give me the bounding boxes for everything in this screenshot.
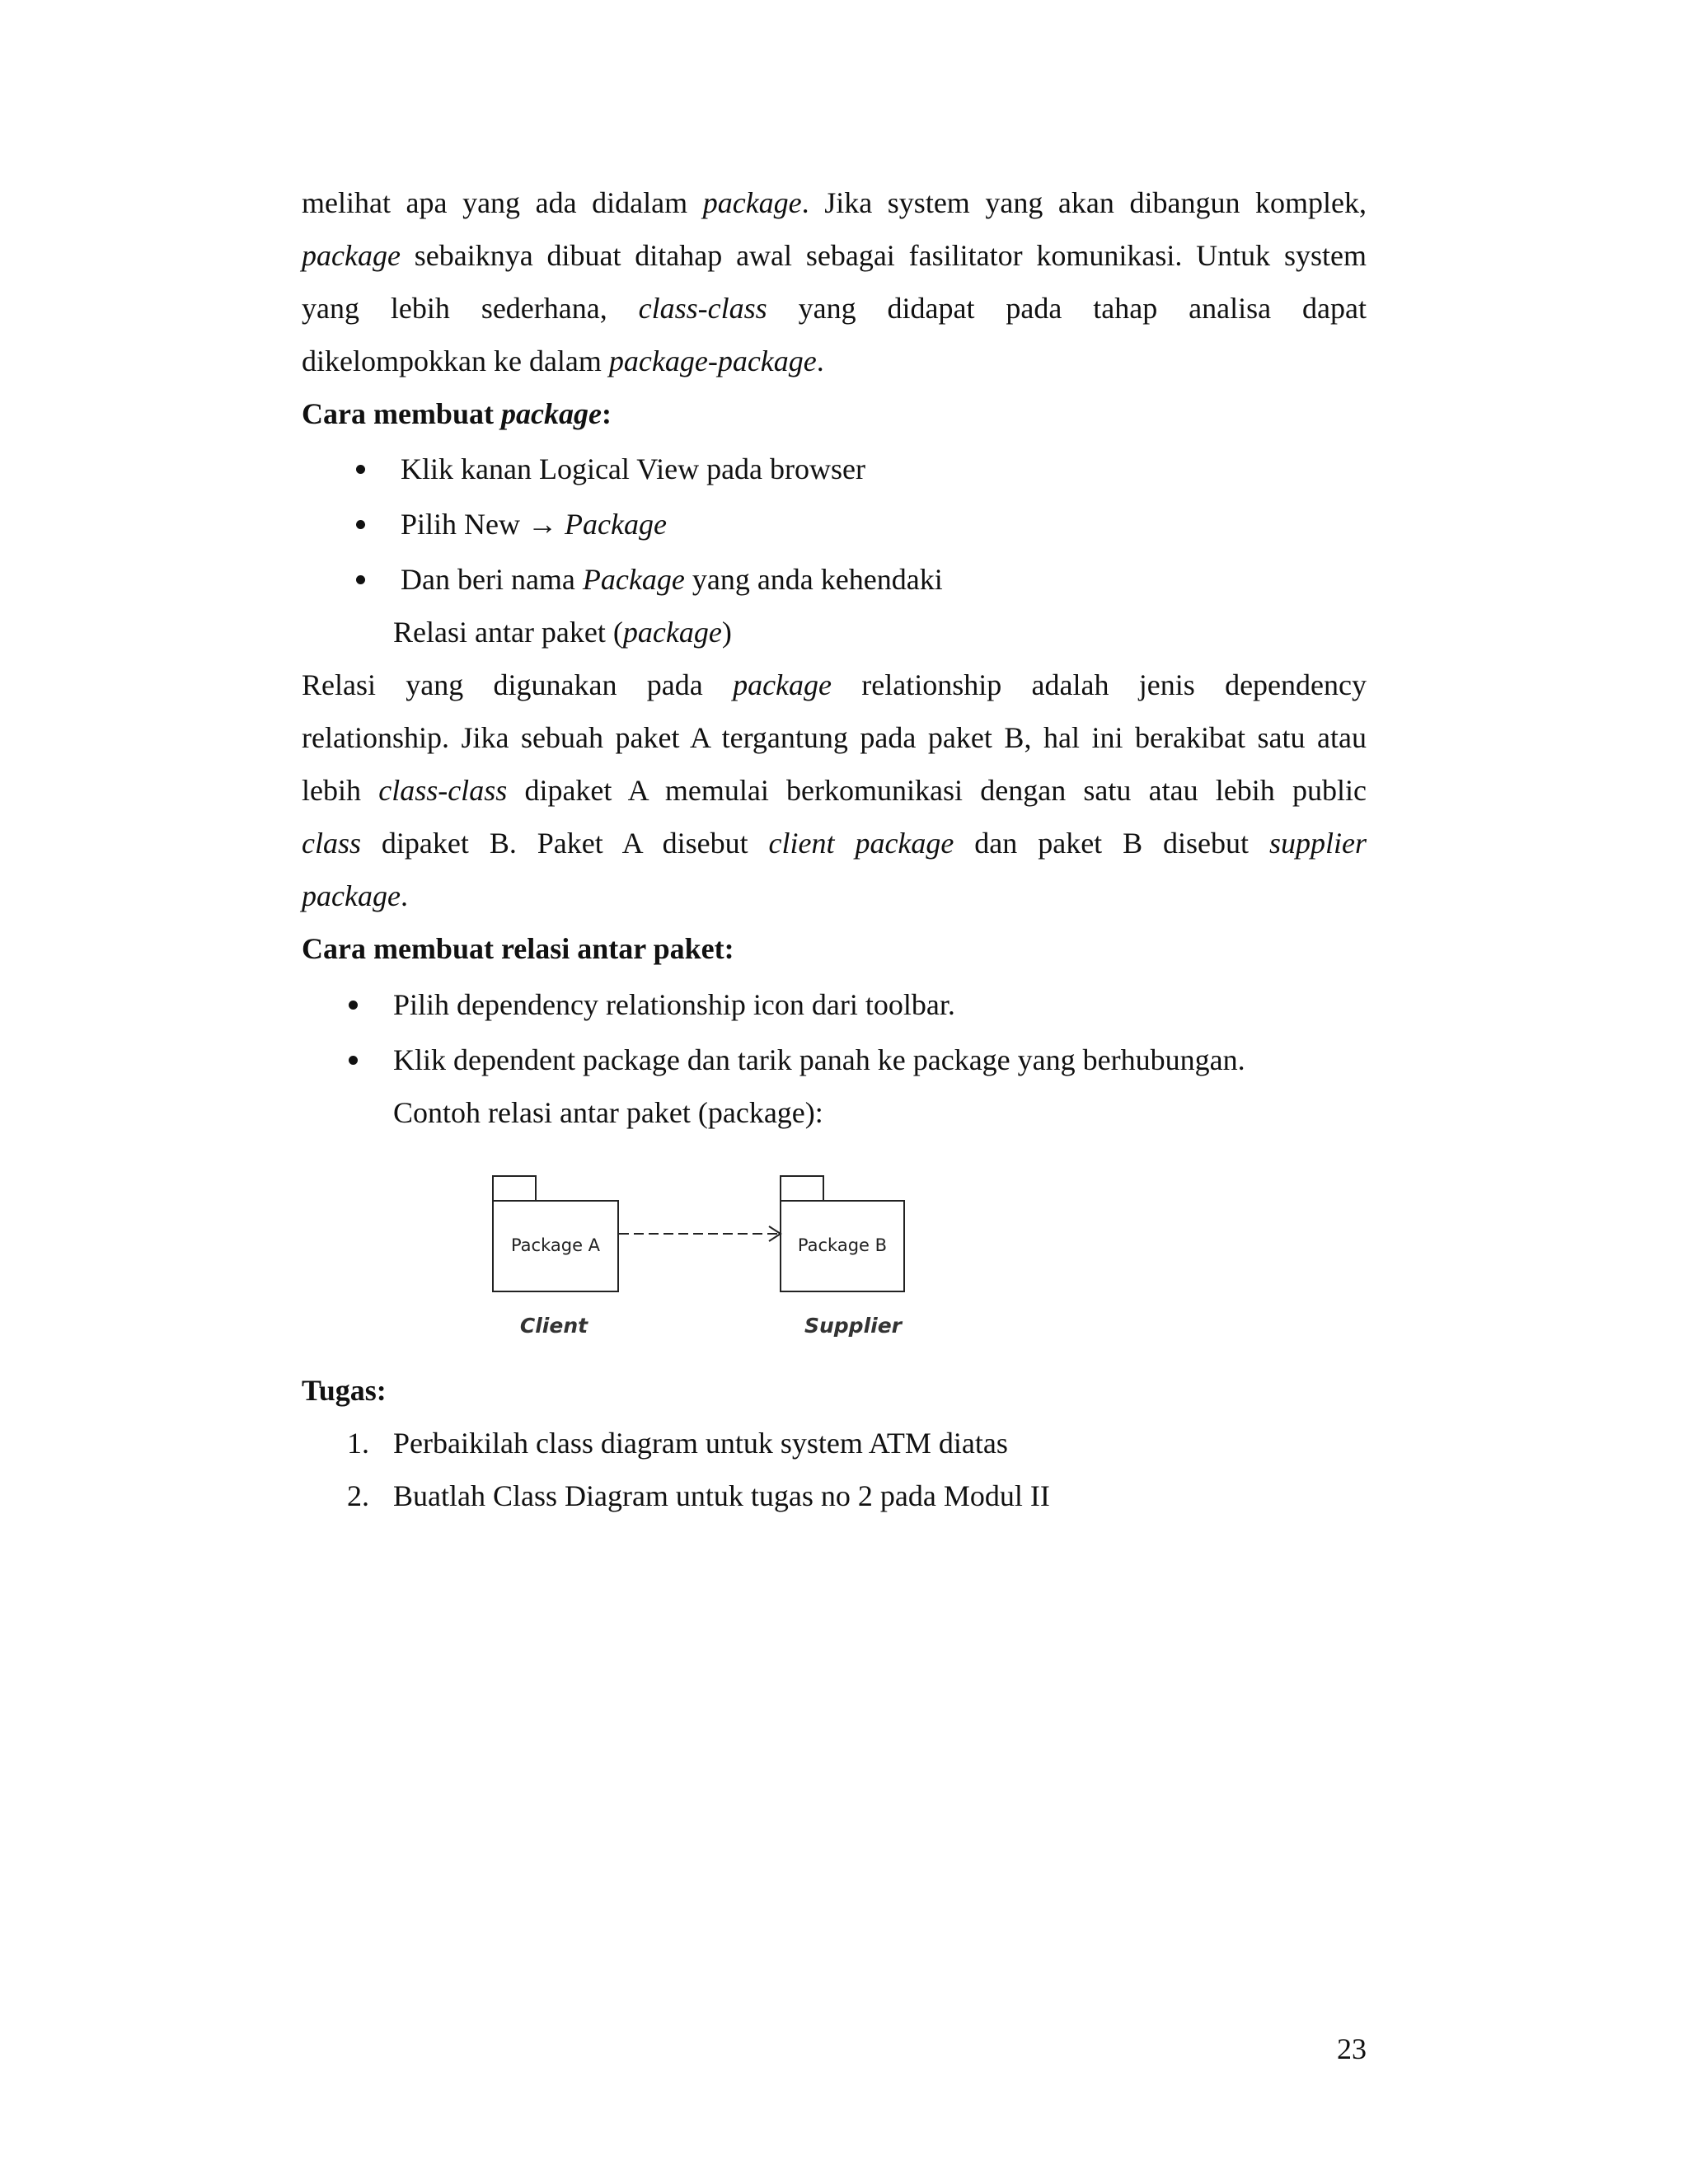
paragraph-line: package sebaiknya dibuat ditahap awal sebagai fasilitator komunikasi. Untuk system bbox=[302, 239, 1367, 272]
arrow-right-icon: → bbox=[528, 508, 558, 541]
paragraph-line: yang lebih sederhana, class-class yang didapat pada tahap analisa dapat bbox=[302, 292, 1367, 325]
task-text: Buatlah Class Diagram untuk tugas no 2 pada Modul II bbox=[393, 1479, 1050, 1512]
paragraph-line: Relasi yang digunakan pada package relationship adalah jenis dependency bbox=[302, 668, 1367, 701]
package-a-tab bbox=[493, 1176, 536, 1201]
list-item: Klik dependent package dan tarik panah ke package yang berhubungan. bbox=[393, 1043, 1245, 1076]
example-caption: Contoh relasi antar paket (package): bbox=[393, 1096, 823, 1129]
package-a-shape bbox=[493, 1176, 618, 1291]
paragraph-line: class dipaket B. Paket A disebut client package dan paket B disebut supplier bbox=[302, 827, 1367, 860]
package-b-label: Package B bbox=[797, 1235, 888, 1255]
task-text: Perbaikilah class diagram untuk system ATM diatas bbox=[393, 1427, 1008, 1460]
task-number: 2. bbox=[347, 1479, 369, 1512]
package-b-shape bbox=[781, 1176, 904, 1291]
paragraph-line: relationship. Jika sebuah paket A tergantung pada paket B, hal ini berakibat satu atau bbox=[302, 721, 1367, 754]
heading-create-relation: Cara membuat relasi antar paket: bbox=[302, 932, 734, 965]
dependency-arrow bbox=[619, 1226, 781, 1241]
package-b-tab bbox=[781, 1176, 823, 1201]
list-item: Pilih dependency relationship icon dari toolbar. bbox=[393, 988, 955, 1021]
package-a-label: Package A bbox=[510, 1235, 601, 1255]
subheading-package-relation: Relasi antar paket (package) bbox=[393, 616, 732, 649]
supplier-label: Supplier bbox=[804, 1314, 903, 1338]
task-number: 1. bbox=[347, 1427, 369, 1460]
paragraph-line: melihat apa yang ada didalam package. Jika system yang akan dibangun komplek, bbox=[302, 186, 1367, 219]
tasks-heading: Tugas: bbox=[302, 1374, 387, 1407]
client-label: Client bbox=[519, 1314, 588, 1338]
list-item: Klik kanan Logical View pada browser bbox=[401, 452, 865, 485]
list-item: Pilih New → Package bbox=[401, 508, 667, 541]
paragraph-line: lebih class-class dipaket A memulai berkomunikasi dengan satu atau lebih public bbox=[302, 774, 1367, 807]
page-number: 23 bbox=[1337, 2032, 1367, 2065]
paragraph-line: package. bbox=[302, 879, 408, 912]
heading-create-package: Cara membuat package: bbox=[302, 397, 612, 430]
list-item: Dan beri nama Package yang anda kehendaki bbox=[401, 563, 943, 596]
paragraph-line: dikelompokkan ke dalam package-package. bbox=[302, 344, 824, 377]
